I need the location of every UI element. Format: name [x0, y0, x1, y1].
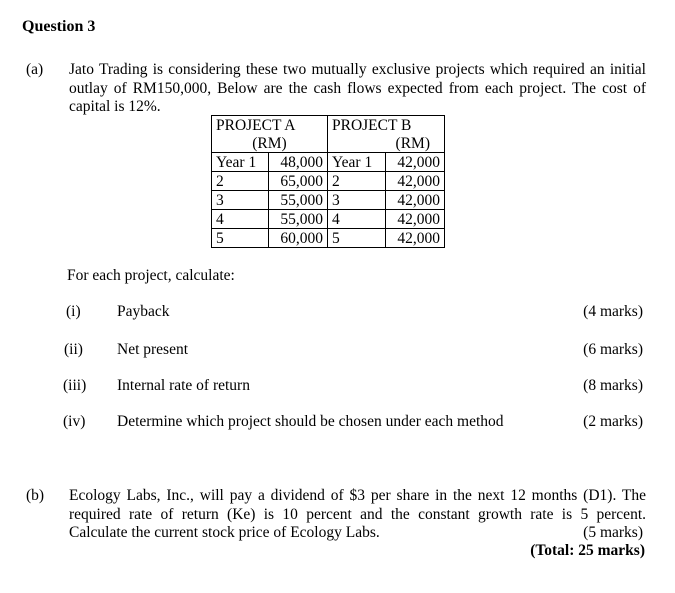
instruction-text: For each project, calculate: [67, 267, 235, 284]
value-cell: 60,000 [269, 229, 328, 248]
year-cell: 2 [212, 172, 269, 191]
value-cell: 42,000 [386, 191, 445, 210]
part-b-label: (b) [26, 487, 45, 504]
part-b-marks: (5 marks) [583, 524, 643, 541]
part-a-paragraph [69, 61, 646, 117]
table-row [212, 229, 445, 248]
value-cell: 42,000 [386, 229, 445, 248]
item-number: (ii) [64, 341, 83, 358]
table-row [212, 153, 445, 172]
project-a-unit: (RM) [212, 134, 328, 153]
value-cell: 42,000 [386, 153, 445, 172]
total-marks: (Total: 25 marks) [530, 542, 645, 559]
value-cell: 55,000 [269, 191, 328, 210]
year-cell: 4 [328, 210, 386, 229]
item-text: Determine which project should be chosen under each method [117, 413, 504, 430]
project-b-unit: (RM) [328, 134, 445, 153]
value-cell: 48,000 [269, 153, 328, 172]
year-cell: Year 1 [328, 153, 386, 172]
table-row [212, 172, 445, 191]
part-a-line: capital is 12%. [69, 98, 161, 115]
item-text: Payback [117, 303, 170, 320]
item-text: Net present [117, 341, 189, 358]
item-marks: (2 marks) [583, 413, 643, 430]
item-text: Internal rate of return [117, 377, 250, 394]
table-units-row [212, 134, 445, 153]
value-cell: 55,000 [269, 210, 328, 229]
year-cell: 5 [328, 229, 386, 248]
year-cell: 5 [212, 229, 269, 248]
year-cell: 4 [212, 210, 269, 229]
item-number: (iv) [63, 413, 86, 430]
table-row [212, 210, 445, 229]
part-a-line: outlay of RM150,000, Below are the cash flows expected from each project. The cost of [69, 79, 646, 97]
project-b-header: PROJECT B [328, 116, 445, 135]
part-a-label: (a) [26, 61, 44, 78]
value-cell: 42,000 [386, 172, 445, 191]
table-header-row [212, 116, 445, 135]
value-cell: 65,000 [269, 172, 328, 191]
part-b-paragraph [69, 487, 646, 543]
part-b-line: Calculate the current stock price of Ecology Labs. [69, 524, 380, 541]
question-title: Question 3 [22, 18, 96, 35]
year-cell: 2 [328, 172, 386, 191]
year-cell: 3 [212, 191, 269, 210]
item-marks: (4 marks) [583, 303, 643, 320]
part-a-line: Jato Trading is considering these two mutually exclusive projects which required an initial [69, 61, 646, 78]
cash-flow-table [211, 115, 445, 248]
item-number: (i) [66, 303, 81, 320]
year-cell: 3 [328, 191, 386, 210]
part-b-line: Ecology Labs, Inc., will pay a dividend of $3 per share in the next 12 months (D1). The [69, 487, 646, 504]
part-b-line: required rate of return (Ke) is 10 percent and the constant growth rate is 5 percent. [69, 505, 646, 523]
item-marks: (8 marks) [583, 377, 643, 394]
item-number: (iii) [63, 377, 87, 394]
year-cell: Year 1 [212, 153, 269, 172]
table-row [212, 191, 445, 210]
item-marks: (6 marks) [583, 341, 643, 358]
project-a-header: PROJECT A [212, 116, 328, 135]
value-cell: 42,000 [386, 210, 445, 229]
